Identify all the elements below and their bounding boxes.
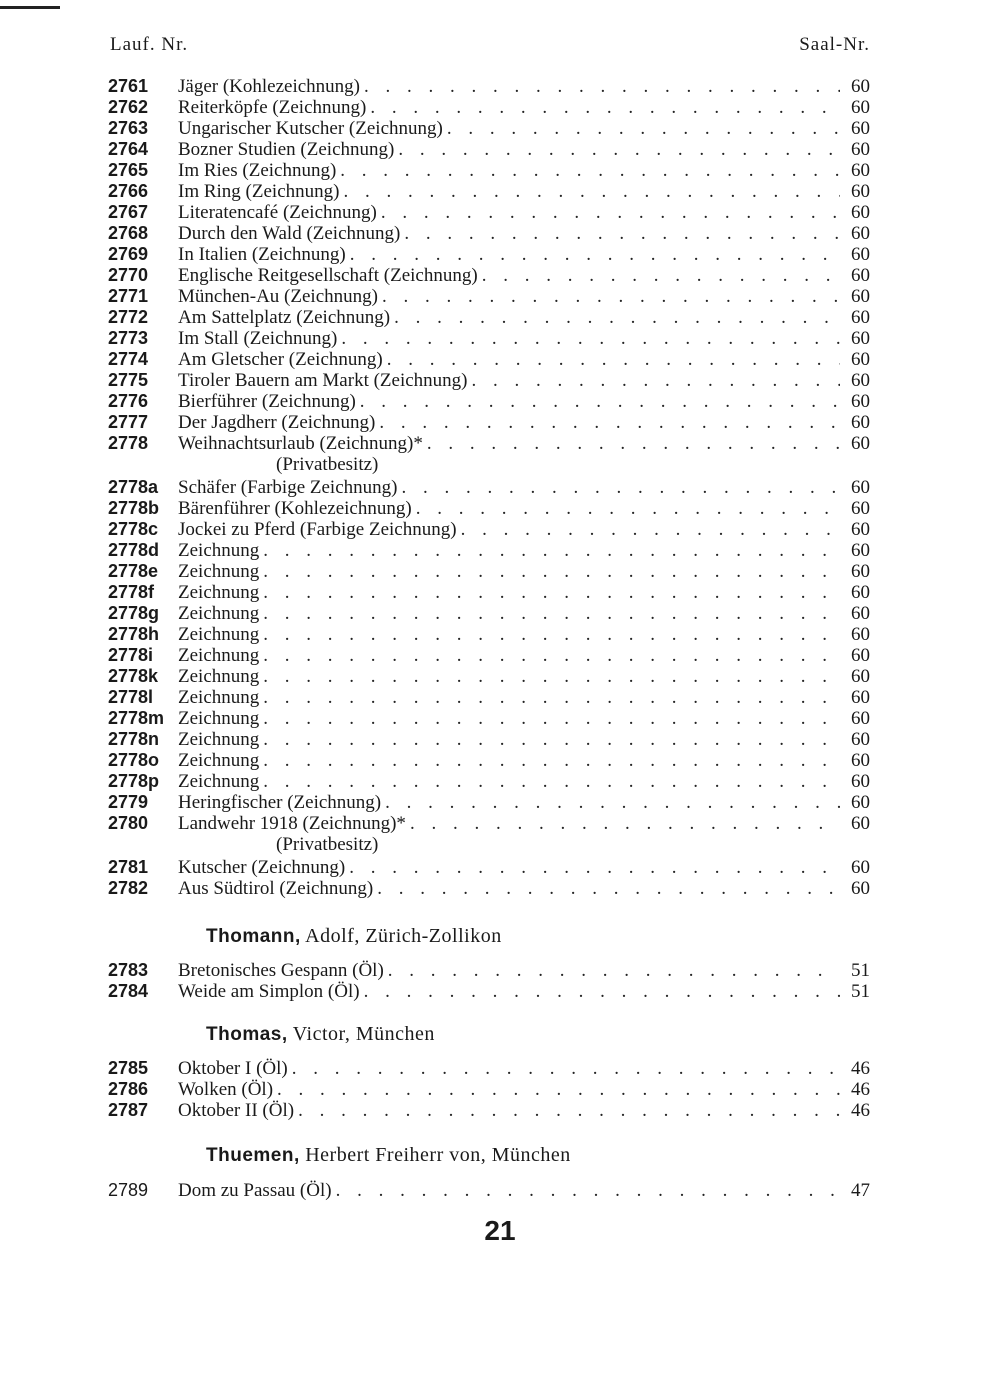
entry-saal-number: 51	[851, 981, 870, 1002]
entry-number: 2765	[108, 160, 149, 180]
entry-number: 2778m	[108, 708, 165, 728]
entry-title: Kutscher (Zeichnung)	[178, 857, 346, 878]
entry-number: 2779	[108, 792, 149, 812]
entry-title: Landwehr 1918 (Zeichnung)*	[178, 813, 406, 834]
artist-heading-thomann	[206, 925, 502, 948]
entry-number: 2778c	[108, 519, 159, 539]
entry-title: Zeichnung	[178, 561, 260, 582]
entry-saal-number: 46	[851, 1100, 870, 1121]
header-saal-nr: Saal-Nr.	[799, 34, 870, 55]
catalog-entry	[108, 391, 870, 412]
entry-number: 2778a	[108, 477, 159, 497]
entry-saal-number: 60	[851, 118, 870, 139]
entry-saal-number: 60	[851, 202, 870, 223]
catalog-entry	[108, 666, 870, 687]
catalog-entry	[108, 603, 870, 624]
entry-title: Literatencafé (Zeichnung)	[178, 202, 377, 223]
entry-saal-number: 60	[851, 265, 870, 286]
entry-title: Weide am Simplon (Öl)	[178, 981, 360, 1002]
catalog-entry	[108, 244, 870, 265]
catalog-entry	[108, 477, 870, 498]
entry-number: 2770	[108, 265, 149, 285]
leader-dots	[298, 1100, 840, 1121]
entry-number: 2778p	[108, 771, 160, 791]
entry-saal-number: 60	[851, 244, 870, 265]
entry-number: 2767	[108, 202, 149, 222]
catalog-entry	[108, 645, 870, 666]
leader-dots	[416, 498, 840, 519]
entry-number: 2778g	[108, 603, 160, 623]
entry-number: 2762	[108, 97, 149, 117]
leader-dots	[263, 582, 840, 603]
entry-saal-number: 60	[851, 878, 870, 899]
leader-dots	[398, 139, 840, 160]
entry-title: Im Stall (Zeichnung)	[178, 328, 338, 349]
entry-number: 2778d	[108, 540, 160, 560]
entry-number: 2766	[108, 181, 149, 201]
entry-saal-number: 60	[851, 540, 870, 561]
leader-dots	[360, 391, 840, 412]
entry-saal-number: 60	[851, 181, 870, 202]
entry-saal-number: 46	[851, 1079, 870, 1100]
entry-number: 2778e	[108, 561, 159, 581]
entry-title: In Italien (Zeichnung)	[178, 244, 346, 265]
leader-dots	[350, 244, 840, 265]
entry-number: 2782	[108, 878, 149, 898]
entry-number: 2778n	[108, 729, 160, 749]
entry-title: Im Ring (Zeichnung)	[178, 181, 340, 202]
leader-dots	[263, 624, 840, 645]
catalog-entry	[108, 1180, 870, 1201]
entry-title: Bärenführer (Kohlezeichnung)	[178, 498, 412, 519]
catalog-entry	[108, 349, 870, 370]
leader-dots	[382, 286, 840, 307]
leader-dots	[349, 857, 840, 878]
entry-title: Oktober II (Öl)	[178, 1100, 295, 1121]
entry-number: 2774	[108, 349, 149, 369]
header-lauf-nr: Lauf. Nr.	[110, 34, 189, 55]
entry-title: Zeichnung	[178, 729, 260, 750]
entry-title: Wolken (Öl)	[178, 1079, 274, 1100]
catalog-entry	[108, 624, 870, 645]
entry-saal-number: 51	[851, 960, 870, 981]
entry-title: Zeichnung	[178, 687, 260, 708]
leader-dots	[447, 118, 840, 139]
entry-title: Bierführer (Zeichnung)	[178, 391, 356, 412]
catalog-entry	[108, 97, 870, 118]
entry-title: Zeichnung	[178, 540, 260, 561]
leader-dots	[401, 477, 840, 498]
entry-title: Schäfer (Farbige Zeichnung)	[178, 477, 398, 498]
catalog-entry	[108, 540, 870, 561]
catalog-entry	[108, 561, 870, 582]
leader-dots	[292, 1058, 840, 1079]
ownership-note: (Privatbesitz)	[276, 834, 379, 855]
catalog-entry	[108, 118, 870, 139]
entry-saal-number: 60	[851, 857, 870, 878]
entry-saal-number: 60	[851, 750, 870, 771]
entry-saal-number: 60	[851, 139, 870, 160]
entry-title: Reiterköpfe (Zeichnung)	[178, 97, 367, 118]
leader-dots	[377, 878, 840, 899]
leader-dots	[387, 349, 840, 370]
entry-saal-number: 60	[851, 223, 870, 244]
entry-title: Zeichnung	[178, 624, 260, 645]
catalog-entry	[108, 286, 870, 307]
entry-title: Tiroler Bauern am Markt (Zeichnung)	[178, 370, 468, 391]
entry-number: 2775	[108, 370, 149, 390]
entry-title: Zeichnung	[178, 645, 260, 666]
catalog-entry	[108, 981, 870, 1002]
catalog-entry	[108, 139, 870, 160]
entry-saal-number: 60	[851, 603, 870, 624]
leader-dots	[394, 307, 840, 328]
leader-dots	[263, 771, 840, 792]
catalog-entry	[108, 960, 870, 981]
entry-saal-number: 60	[851, 160, 870, 181]
entry-number: 2778k	[108, 666, 159, 686]
entry-title: Aus Südtirol (Zeichnung)	[178, 878, 374, 899]
entry-saal-number: 60	[851, 307, 870, 328]
entry-number: 2769	[108, 244, 149, 264]
entry-number: 2781	[108, 857, 149, 877]
leader-dots	[427, 433, 840, 454]
catalog-entry	[108, 370, 870, 391]
entry-saal-number: 60	[851, 76, 870, 97]
catalog-entry	[108, 582, 870, 603]
entry-saal-number: 60	[851, 433, 870, 454]
leader-dots	[343, 181, 840, 202]
catalog-entry	[108, 202, 870, 223]
entry-saal-number: 60	[851, 582, 870, 603]
entry-number: 2784	[108, 981, 149, 1001]
entry-number: 2786	[108, 1079, 149, 1099]
entry-saal-number: 60	[851, 708, 870, 729]
catalog-entry	[108, 498, 870, 519]
catalog-list-1	[108, 76, 870, 454]
entry-saal-number: 60	[851, 477, 870, 498]
catalog-entry	[108, 750, 870, 771]
entry-number: 2787	[108, 1100, 149, 1120]
leader-dots	[336, 1180, 840, 1201]
leader-dots	[388, 960, 840, 981]
entry-number: 2761	[108, 76, 149, 96]
catalog-entry	[108, 687, 870, 708]
entry-title: Zeichnung	[178, 708, 260, 729]
leader-dots	[370, 97, 840, 118]
entry-number: 2778i	[108, 645, 154, 665]
entry-number: 2773	[108, 328, 149, 348]
artist-surname: Thuemen,	[206, 1145, 300, 1166]
leader-dots	[385, 792, 840, 813]
entry-number: 2776	[108, 391, 149, 411]
catalog-list-3	[108, 857, 870, 899]
entry-title: Dom zu Passau (Öl)	[178, 1180, 332, 1201]
entry-title: Bretonisches Gespann (Öl)	[178, 960, 384, 981]
entry-number: 2778h	[108, 624, 160, 644]
entry-number: 2772	[108, 307, 149, 327]
entry-title: Ungarischer Kutscher (Zeichnung)	[178, 118, 443, 139]
catalog-entry	[108, 1100, 870, 1121]
leader-dots	[263, 561, 840, 582]
entry-number: 2778o	[108, 750, 160, 770]
artist-details: Victor, München	[287, 1023, 435, 1045]
entry-saal-number: 60	[851, 519, 870, 540]
entry-title: Jockei zu Pferd (Farbige Zeichnung)	[178, 519, 457, 540]
entry-title: Bozner Studien (Zeichnung)	[178, 139, 395, 160]
catalog-entry	[108, 813, 870, 834]
catalog-entry	[108, 223, 870, 244]
catalog-list-thomas	[108, 1058, 870, 1121]
entry-number: 2768	[108, 223, 149, 243]
entry-saal-number: 47	[851, 1180, 870, 1201]
entry-saal-number: 60	[851, 645, 870, 666]
catalog-entry	[108, 307, 870, 328]
catalog-entry	[108, 76, 870, 97]
entry-number: 2771	[108, 286, 149, 306]
artist-heading-thuemen	[206, 1144, 571, 1167]
entry-title: Zeichnung	[178, 750, 260, 771]
leader-dots	[404, 223, 840, 244]
column-header	[110, 34, 870, 56]
artist-surname: Thomann,	[206, 926, 301, 947]
leader-dots	[364, 76, 840, 97]
leader-dots	[263, 687, 840, 708]
leader-dots	[381, 202, 840, 223]
catalog-entry	[108, 265, 870, 286]
entry-title: Weihnachtsurlaub (Zeichnung)*	[178, 433, 423, 454]
entry-title: Zeichnung	[178, 666, 260, 687]
entry-saal-number: 60	[851, 391, 870, 412]
entry-saal-number: 60	[851, 370, 870, 391]
page-number: 21	[484, 1215, 516, 1246]
entry-title: Am Gletscher (Zeichnung)	[178, 349, 383, 370]
artist-heading-thomas	[206, 1023, 435, 1046]
entry-saal-number: 60	[851, 666, 870, 687]
catalog-entry	[108, 1058, 870, 1079]
catalog-entry	[108, 708, 870, 729]
catalog-entry	[108, 729, 870, 750]
catalog-entry	[108, 1079, 870, 1100]
entry-number: 2763	[108, 118, 149, 138]
leader-dots	[263, 540, 840, 561]
leader-dots	[472, 370, 841, 391]
entry-title: Oktober I (Öl)	[178, 1058, 288, 1079]
artist-details: Herbert Freiherr von, München	[299, 1144, 571, 1166]
leader-dots	[263, 750, 840, 771]
entry-number: 2780	[108, 813, 149, 833]
leader-dots	[340, 160, 840, 181]
entry-title: Im Ries (Zeichnung)	[178, 160, 337, 181]
leader-dots	[277, 1079, 840, 1100]
entry-title: Am Sattelplatz (Zeichnung)	[178, 307, 391, 328]
leader-dots	[263, 708, 840, 729]
entry-number: 2777	[108, 412, 149, 432]
catalog-entry	[108, 433, 870, 454]
entry-saal-number: 60	[851, 349, 870, 370]
entry-saal-number: 46	[851, 1058, 870, 1079]
catalog-entry	[108, 160, 870, 181]
leader-dots	[364, 981, 840, 1002]
entry-title: Englische Reitgesellschaft (Zeichnung)	[178, 265, 478, 286]
entry-number: 2789	[108, 1180, 149, 1200]
entry-title: Durch den Wald (Zeichnung)	[178, 223, 401, 244]
leader-dots	[410, 813, 840, 834]
catalog-list-2	[108, 477, 870, 834]
entry-title: Zeichnung	[178, 771, 260, 792]
entry-saal-number: 60	[851, 286, 870, 307]
catalog-list-thomann	[108, 960, 870, 1002]
catalog-entry	[108, 878, 870, 899]
entry-title: Zeichnung	[178, 582, 260, 603]
catalog-entry	[108, 412, 870, 433]
entry-saal-number: 60	[851, 498, 870, 519]
catalog-entry	[108, 857, 870, 878]
entry-title: Jäger (Kohlezeichnung)	[178, 76, 361, 97]
catalog-list-thuemen	[108, 1180, 870, 1201]
entry-saal-number: 60	[851, 813, 870, 834]
entry-saal-number: 60	[851, 561, 870, 582]
leader-dots	[379, 412, 840, 433]
entry-number: 2783	[108, 960, 149, 980]
entry-saal-number: 60	[851, 792, 870, 813]
entry-title: München-Au (Zeichnung)	[178, 286, 378, 307]
entry-title: Heringfischer (Zeichnung)	[178, 792, 382, 813]
entry-saal-number: 60	[851, 729, 870, 750]
ownership-note: (Privatbesitz)	[276, 454, 379, 475]
artist-surname: Thomas,	[206, 1024, 288, 1045]
entry-saal-number: 60	[851, 97, 870, 118]
leader-dots	[482, 265, 840, 286]
catalog-entry	[108, 181, 870, 202]
leader-dots	[263, 666, 840, 687]
catalog-entry	[108, 792, 870, 813]
artist-details: Adolf, Zürich-Zollikon	[300, 925, 502, 947]
entry-saal-number: 60	[851, 624, 870, 645]
entry-number: 2778b	[108, 498, 160, 518]
entry-saal-number: 60	[851, 328, 870, 349]
entry-title: Der Jagdherr (Zeichnung)	[178, 412, 376, 433]
leader-dots	[263, 645, 840, 666]
entry-number: 2785	[108, 1058, 149, 1078]
entry-number: 2778l	[108, 687, 154, 707]
top-rule	[0, 6, 60, 9]
catalog-entry	[108, 328, 870, 349]
entry-number: 2764	[108, 139, 149, 159]
leader-dots	[461, 519, 840, 540]
leader-dots	[263, 729, 840, 750]
leader-dots	[263, 603, 840, 624]
catalog-entry	[108, 771, 870, 792]
entry-number: 2778f	[108, 582, 155, 602]
catalog-entry	[108, 519, 870, 540]
leader-dots	[341, 328, 840, 349]
entry-title: Zeichnung	[178, 603, 260, 624]
entry-saal-number: 60	[851, 687, 870, 708]
entry-saal-number: 60	[851, 412, 870, 433]
entry-saal-number: 60	[851, 771, 870, 792]
entry-number: 2778	[108, 433, 149, 453]
